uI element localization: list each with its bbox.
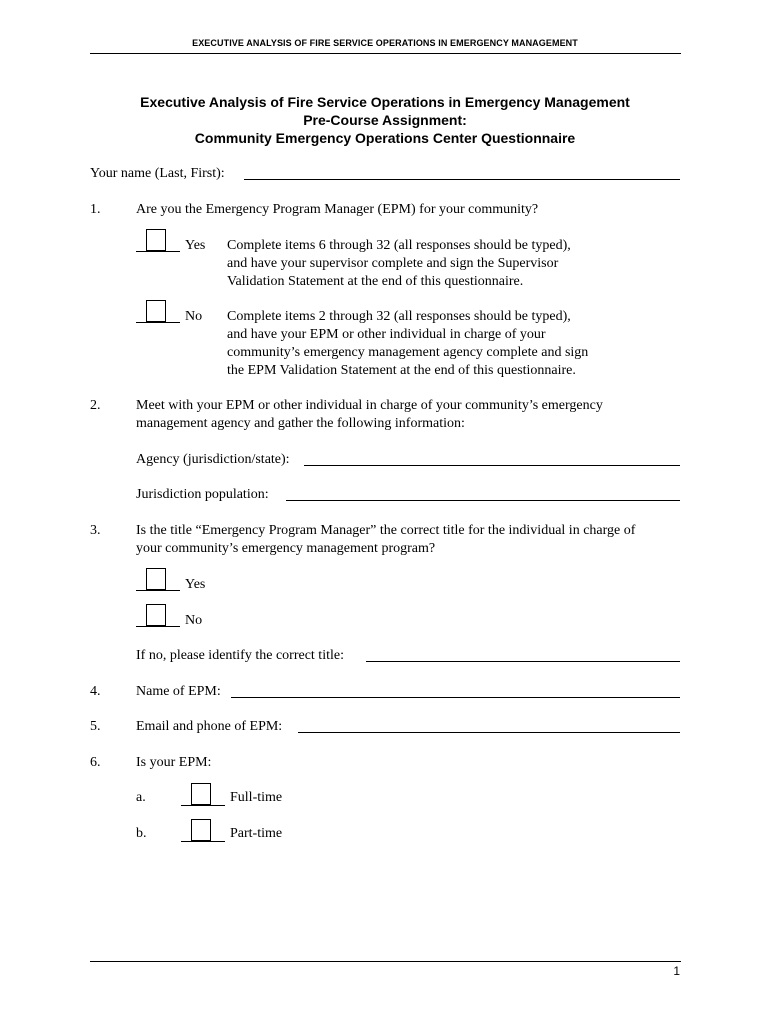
question-3-text-1: Is the title “Emergency Program Manager” the correct title for the individual in charge of bbox=[136, 523, 636, 538]
q1-yes-checkbox[interactable] bbox=[146, 229, 166, 251]
q1-yes-instruction-3: Validation Statement at the end of this questionnaire. bbox=[227, 274, 524, 289]
q1-no-label: No bbox=[185, 309, 203, 324]
q3-yes-label: Yes bbox=[185, 577, 206, 592]
q3-no-checkbox[interactable] bbox=[146, 604, 166, 626]
q1-no-underline bbox=[136, 322, 180, 323]
q3-no-underline bbox=[136, 626, 180, 627]
q1-no-checkbox[interactable] bbox=[146, 300, 166, 322]
question-1-text: Are you the Emergency Program Manager (EPM) for your community? bbox=[136, 202, 539, 217]
question-1-number: 1. bbox=[90, 202, 101, 217]
q1-yes-instruction-1: Complete items 6 through 32 (all responses should be typed), bbox=[227, 238, 571, 253]
document-questionnaire-title: Community Emergency Operations Center Questionnaire bbox=[194, 130, 576, 146]
agency-input[interactable] bbox=[304, 451, 680, 466]
document-title: Executive Analysis of Fire Service Operations in Emergency Management bbox=[140, 94, 630, 110]
population-label: Jurisdiction population: bbox=[136, 487, 269, 502]
epm-contact-label: Email and phone of EPM: bbox=[136, 719, 283, 734]
question-4-number: 4. bbox=[90, 684, 101, 699]
question-3-text-2: your community’s emergency management program? bbox=[136, 541, 436, 556]
page-number: 1 bbox=[673, 964, 680, 978]
q6-fulltime-checkbox[interactable] bbox=[191, 783, 211, 805]
agency-label: Agency (jurisdiction/state): bbox=[136, 452, 290, 467]
document-subtitle: Pre-Course Assignment: bbox=[303, 112, 467, 128]
q6-parttime-label: Part-time bbox=[230, 826, 283, 841]
name-label: Your name (Last, First): bbox=[90, 166, 225, 181]
name-input[interactable] bbox=[244, 165, 680, 180]
q3-no-label: No bbox=[185, 613, 203, 628]
q1-no-instruction-2: and have your EPM or other individual in charge of your bbox=[227, 327, 546, 342]
q1-yes-label: Yes bbox=[185, 238, 206, 253]
running-header: EXECUTIVE ANALYSIS OF FIRE SERVICE OPERATIONS IN EMERGENCY MANAGEMENT bbox=[192, 38, 578, 48]
q6-fulltime-underline bbox=[181, 805, 225, 806]
q1-yes-instruction-2: and have your supervisor complete and sign the Supervisor bbox=[227, 256, 559, 271]
q6-option-b-letter: b. bbox=[136, 826, 147, 841]
correct-title-label: If no, please identify the correct title: bbox=[136, 648, 344, 663]
q1-no-instruction-4: the EPM Validation Statement at the end of this questionnaire. bbox=[227, 363, 576, 378]
footer-rule bbox=[90, 961, 681, 962]
population-input[interactable] bbox=[286, 486, 680, 501]
header-rule bbox=[90, 53, 681, 54]
question-2-number: 2. bbox=[90, 398, 101, 413]
q6-option-a-letter: a. bbox=[136, 790, 146, 805]
q6-parttime-checkbox[interactable] bbox=[191, 819, 211, 841]
question-2-text-2: management agency and gather the following information: bbox=[136, 416, 465, 431]
q3-yes-underline bbox=[136, 590, 180, 591]
question-6-number: 6. bbox=[90, 755, 101, 770]
q6-fulltime-label: Full-time bbox=[230, 790, 283, 805]
epm-contact-input[interactable] bbox=[298, 718, 680, 733]
question-3-number: 3. bbox=[90, 523, 101, 538]
question-2-text-1: Meet with your EPM or other individual in charge of your community’s emergency bbox=[136, 398, 603, 413]
q1-no-instruction-1: Complete items 2 through 32 (all responses should be typed), bbox=[227, 309, 571, 324]
epm-name-input[interactable] bbox=[231, 683, 680, 698]
epm-name-label: Name of EPM: bbox=[136, 684, 221, 699]
correct-title-input[interactable] bbox=[366, 647, 680, 662]
q3-yes-checkbox[interactable] bbox=[146, 568, 166, 590]
q1-yes-underline bbox=[136, 251, 180, 252]
question-6-text: Is your EPM: bbox=[136, 755, 212, 770]
q1-no-instruction-3: community’s emergency management agency complete and sign bbox=[227, 345, 589, 360]
q6-parttime-underline bbox=[181, 841, 225, 842]
question-5-number: 5. bbox=[90, 719, 101, 734]
